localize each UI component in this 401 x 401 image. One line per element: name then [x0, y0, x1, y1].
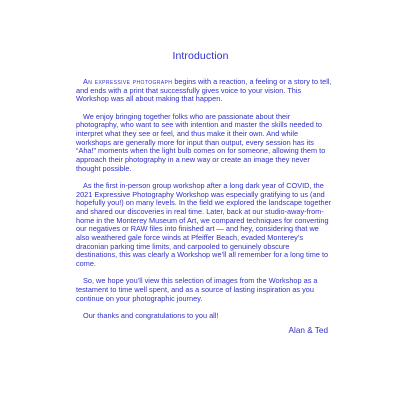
intro-paragraph-text: begins with a reaction, a feeling or a story to tell, and ends with a print that successfully gives voice to your vision. This Workshop was all about making that happen.: [76, 77, 332, 104]
intro-lead-phrase: An expressive photograph: [83, 77, 173, 86]
body-paragraph: So, we hope you’ll view this selection of images from the Workshop as a testament to time well spent, and as a source of lasting inspiration as you continue on your photographic journey.: [76, 276, 318, 303]
body-text: [76, 78, 332, 329]
intro-paragraph: [76, 78, 332, 104]
closing-line: Our thanks and congratulations to you all!: [83, 310, 219, 320]
signature: Alan & Ted: [288, 326, 328, 335]
body-paragraph: As the first in-person group workshop after a long dark year of COVID, the 2021 Expressive Photography Workshop was especially gratifying to us (and hopefully you!) on many levels. In the field we explored the landscape together and shared our discoveries in real time. Later, back at our studio-away-from-home in the Monterey Museum of Art, we compared techniques for converting our negatives or RAW files into finished art — and hey, considering that we also weathered gale force winds at Pfeiffer Beach, evaded Monterey’s draconian parking time limits, and carpooled to genuinely obscure destinations, this was clearly a Workshop we’ll all remember for a long time to come.: [76, 180, 332, 269]
body-paragraph: We enjoy bringing together folks who are passionate about their photography, who want to see with intention and master the skills needed to interpret what they see or feel, and thus make it their own. And while workshops are generally more for input than output, every session has its “Aha!” moments when the light bulb comes on for someone, allowing them to approach their photography in a new way or create an image they never thought possible.: [76, 111, 326, 173]
page-title: Introduction: [172, 50, 229, 62]
